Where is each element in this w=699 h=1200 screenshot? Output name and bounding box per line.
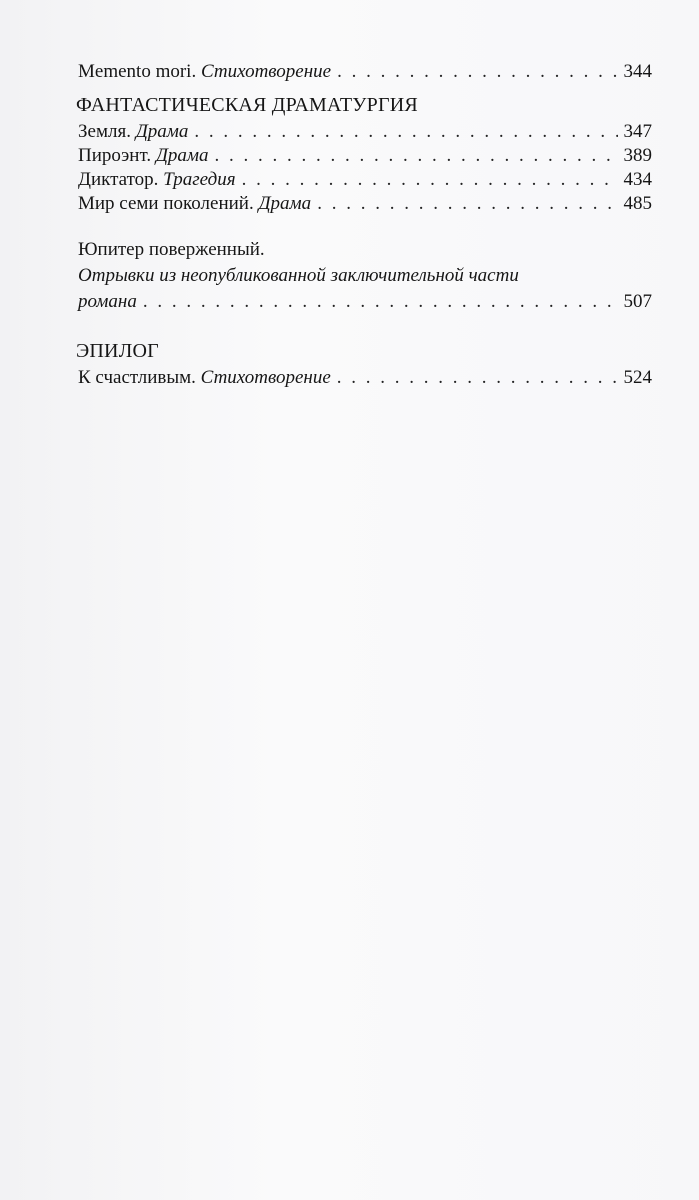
toc-entry-genre: Стихотворение	[200, 367, 331, 388]
toc-page-number: 389	[623, 145, 652, 166]
toc-entry-title-text: Земля.	[78, 121, 131, 142]
toc-entry-diktator[interactable]	[78, 168, 652, 192]
toc-entry-title	[78, 366, 331, 390]
toc-entry-jupiter-last-line[interactable]	[78, 290, 652, 314]
toc-entry-memento-mori[interactable]	[78, 60, 652, 84]
toc-entry-k-schastlivym[interactable]	[78, 366, 652, 390]
toc-page-number: 524	[623, 367, 652, 388]
toc-page-number: 485	[623, 193, 652, 214]
toc-entry-genre: Драма	[258, 193, 312, 214]
toc-dot-leader	[337, 60, 617, 84]
toc-entry-title	[78, 60, 331, 84]
toc-entry-jupiter-title[interactable]: Юпитер поверженный.	[78, 239, 265, 260]
section-heading-fantasy-drama: ФАНТАСТИЧЕСКАЯ ДРАМАТУРГИЯ	[76, 94, 418, 116]
toc-dot-leader	[215, 144, 618, 168]
spacer	[78, 216, 652, 238]
toc-entry-title	[78, 168, 236, 192]
toc-page-number: 344	[623, 61, 652, 82]
toc-entry-genre: Трагедия	[163, 169, 236, 190]
toc-dot-leader	[143, 290, 618, 314]
toc-entry-title-text: К счастливым.	[78, 367, 196, 388]
toc-page-number: 434	[623, 169, 652, 190]
toc-entry-title-text: Диктатор.	[78, 169, 159, 190]
toc-entry-zemlya[interactable]	[78, 120, 652, 144]
toc-entry-title	[78, 120, 188, 144]
toc-dot-leader	[194, 120, 617, 144]
toc-entry-title-text: Пироэнт.	[78, 145, 152, 166]
toc-entry-jupiter-subtitle: Отрывки из неопубликованной заключительной части	[78, 265, 519, 286]
toc-page-number: 507	[623, 291, 652, 312]
toc-entry-title	[78, 144, 209, 168]
toc-dot-leader	[317, 192, 617, 216]
toc-entry-piroent[interactable]	[78, 144, 652, 168]
toc-entry-mir-semi-pokoleniy[interactable]	[78, 192, 652, 216]
toc-entry-genre: Стихотворение	[200, 61, 332, 82]
table-of-contents	[78, 60, 652, 390]
toc-dot-leader	[337, 366, 618, 390]
toc-entry-title-text: Memento mori.	[78, 61, 197, 82]
toc-dot-leader	[242, 168, 618, 192]
toc-entry-title	[78, 192, 311, 216]
toc-entry-title	[78, 290, 137, 314]
toc-entry-genre: Драма	[155, 145, 209, 166]
toc-entry-genre: романа	[78, 291, 137, 312]
toc-entry-title-text: Мир семи поколений.	[78, 193, 254, 214]
toc-entry-genre: Драма	[135, 121, 189, 142]
toc-page-number: 347	[623, 121, 652, 142]
section-heading-epilogue: ЭПИЛОГ	[76, 340, 159, 362]
